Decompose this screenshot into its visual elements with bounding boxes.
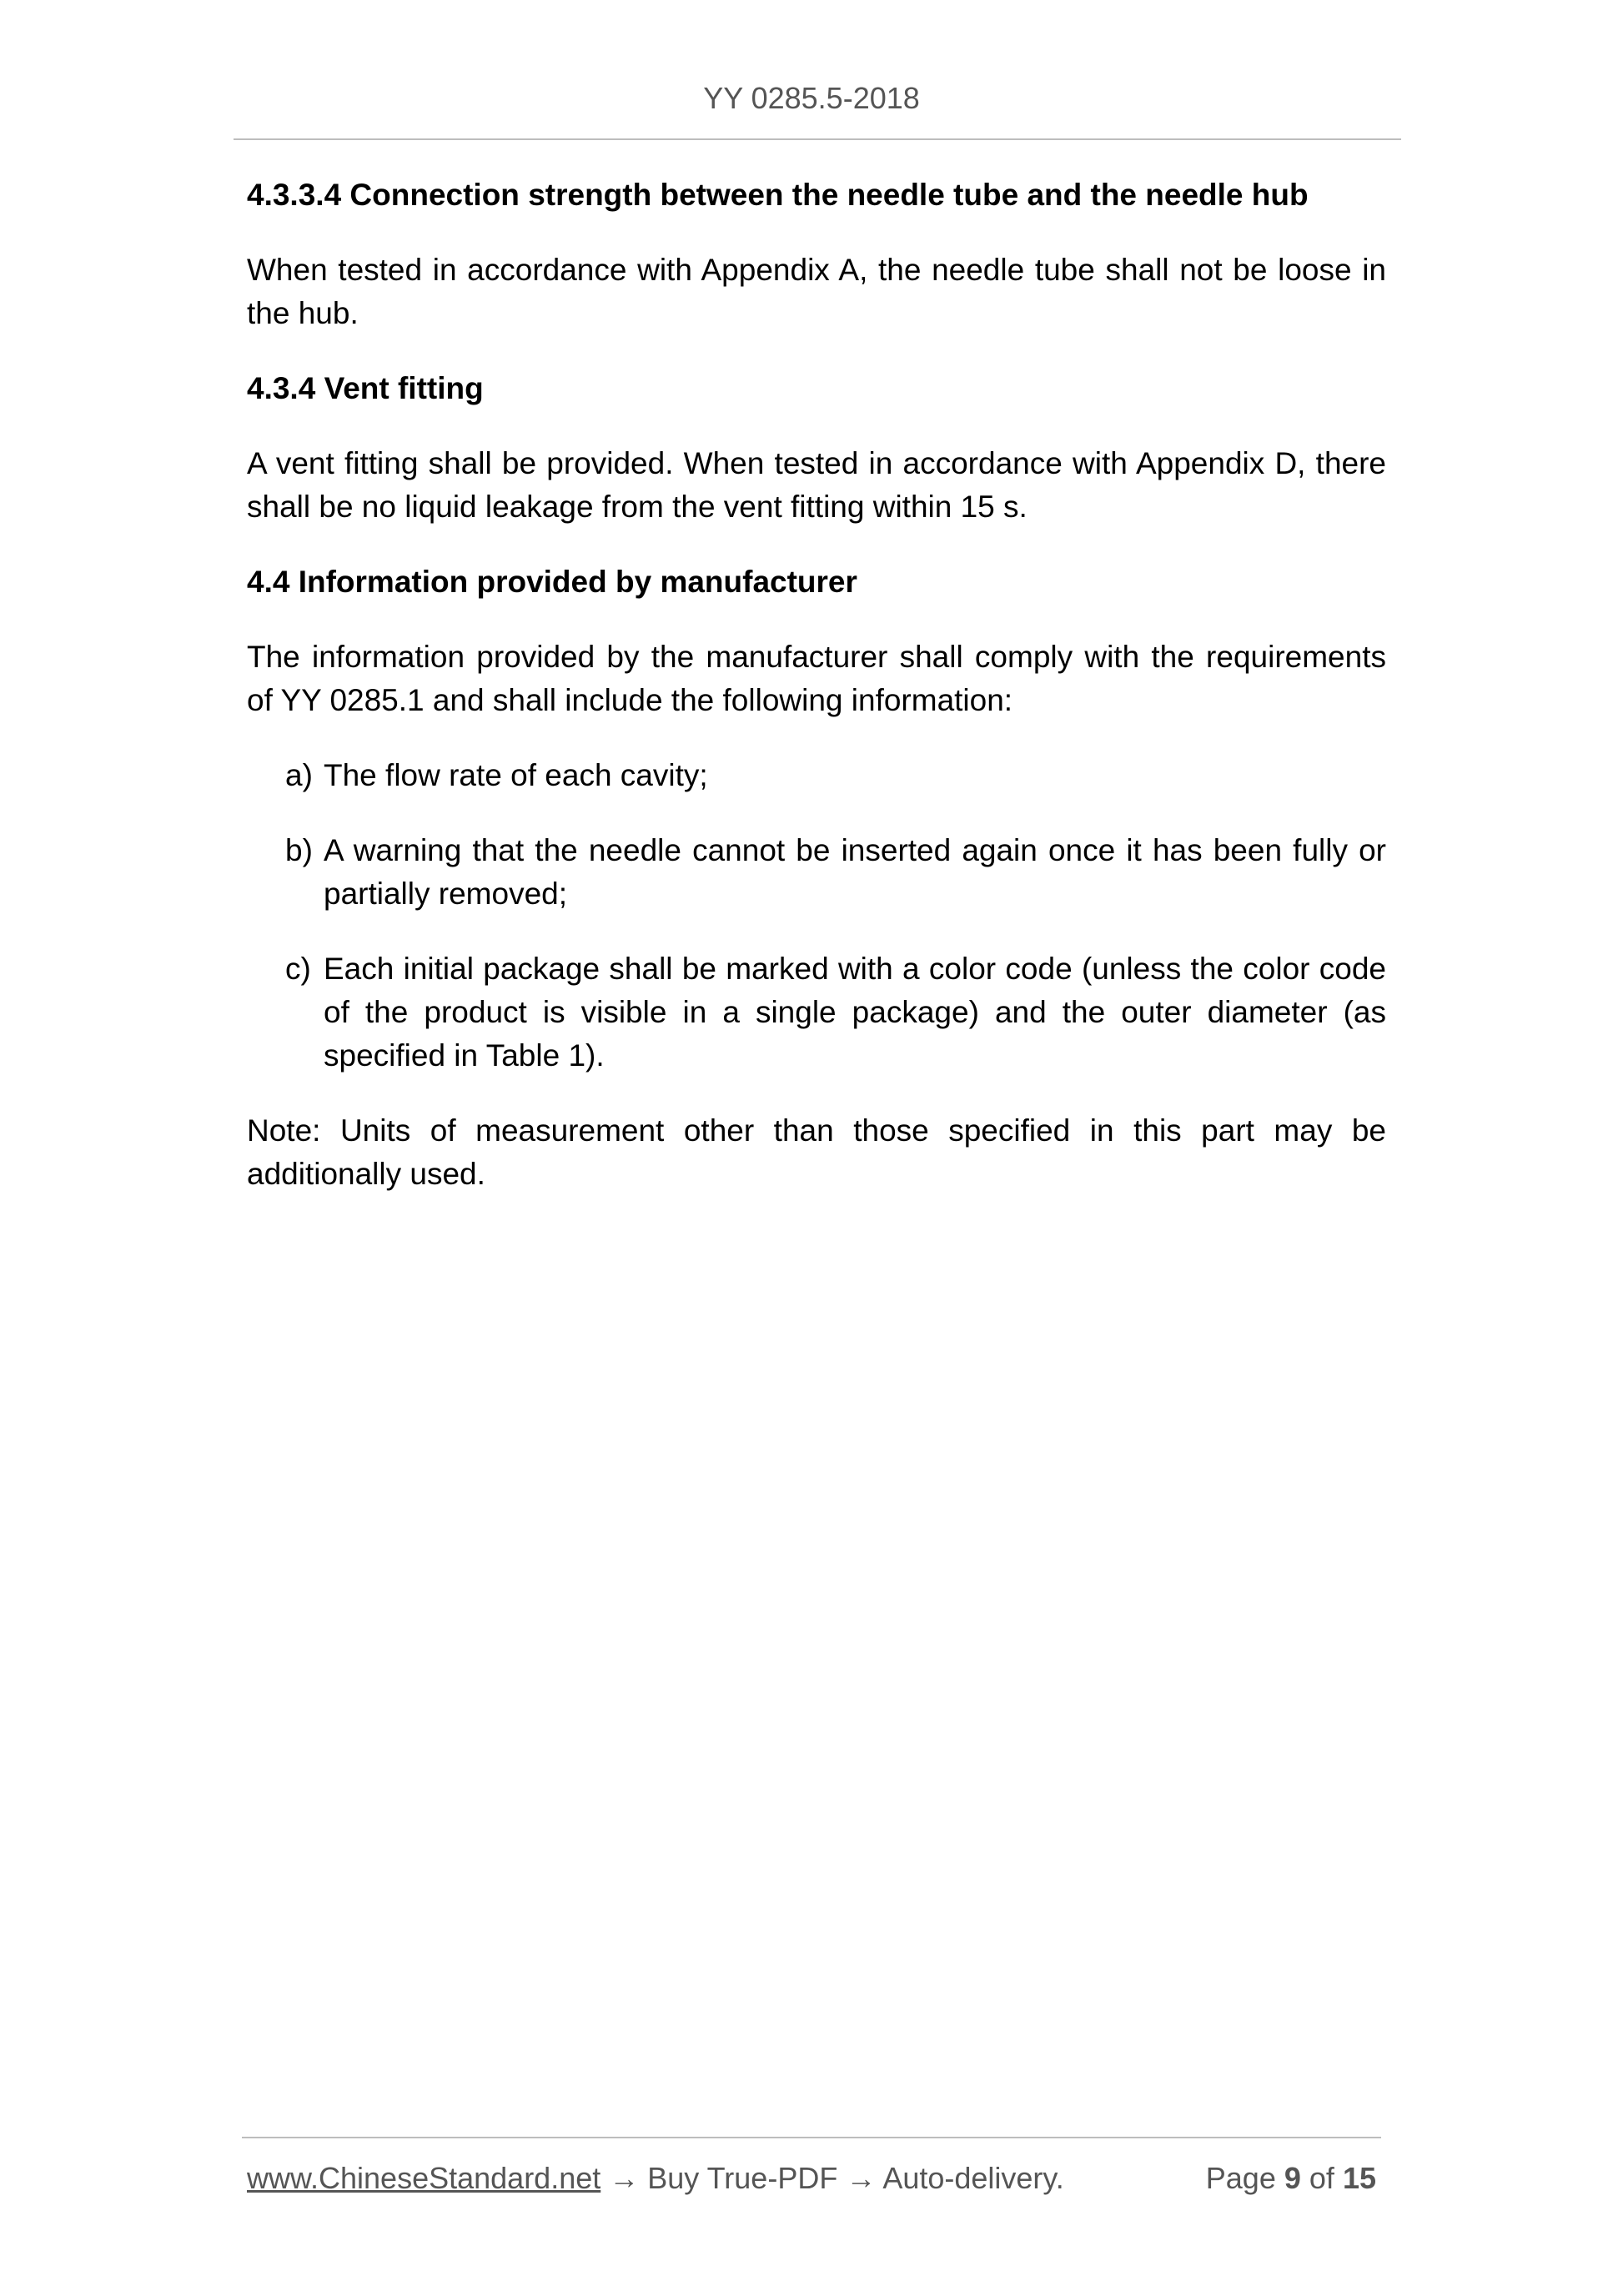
header-divider bbox=[234, 138, 1401, 140]
page-total: 15 bbox=[1342, 2161, 1376, 2195]
note-text: Note: Units of measurement other than those specified in this part may be additionally used. bbox=[247, 1113, 1386, 1191]
footer-tagline: → Buy True-PDF → Auto-delivery. bbox=[600, 2161, 1064, 2195]
footer-left bbox=[247, 2158, 1064, 2198]
page-header bbox=[0, 78, 1623, 118]
section-4-4-heading: 4.4 Information provided by manufacturer bbox=[247, 565, 857, 599]
list-item bbox=[247, 829, 1386, 916]
list-marker: c) bbox=[285, 952, 311, 986]
section-4-4-text: The information provided by the manufacturer shall comply with the requirements of YY 0285.1 and shall include the following information: bbox=[247, 640, 1386, 717]
section-4-3-3-4-heading: 4.3.3.4 Connection strength between the needle tube and the needle hub bbox=[247, 178, 1309, 212]
footer-divider bbox=[242, 2137, 1381, 2138]
list-item-text: A warning that the needle cannot be inserted again once it has been fully or partially removed; bbox=[324, 833, 1386, 911]
list-item bbox=[247, 754, 1386, 797]
page-current: 9 bbox=[1284, 2161, 1301, 2195]
information-list bbox=[247, 754, 1386, 1078]
section-4-3-4-heading: 4.3.4 Vent fitting bbox=[247, 371, 484, 405]
page-label: Page bbox=[1205, 2161, 1276, 2195]
list-marker: b) bbox=[285, 833, 313, 867]
list-marker: a) bbox=[285, 758, 313, 792]
page-of-label: of bbox=[1309, 2161, 1334, 2195]
list-item-text: The flow rate of each cavity; bbox=[324, 758, 708, 792]
section-4-3-3-4-text: When tested in accordance with Appendix A, the needle tube shall not be loose in the hub. bbox=[247, 253, 1386, 330]
page-number bbox=[1206, 2158, 1376, 2198]
website-link[interactable]: www.ChineseStandard.net bbox=[247, 2161, 601, 2195]
list-item bbox=[247, 947, 1386, 1078]
section-4-3-4-text: A vent fitting shall be provided. When tested in accordance with Appendix D, there shall be no liquid leakage from the vent fitting within 15 s. bbox=[247, 446, 1386, 524]
list-item-text: Each initial package shall be marked with a color code (unless the color code of the product is visible in a single package) and the outer diameter (as specified in Table 1). bbox=[324, 952, 1386, 1073]
document-body bbox=[247, 173, 1386, 1228]
document-id: YY 0285.5-2018 bbox=[703, 81, 920, 115]
